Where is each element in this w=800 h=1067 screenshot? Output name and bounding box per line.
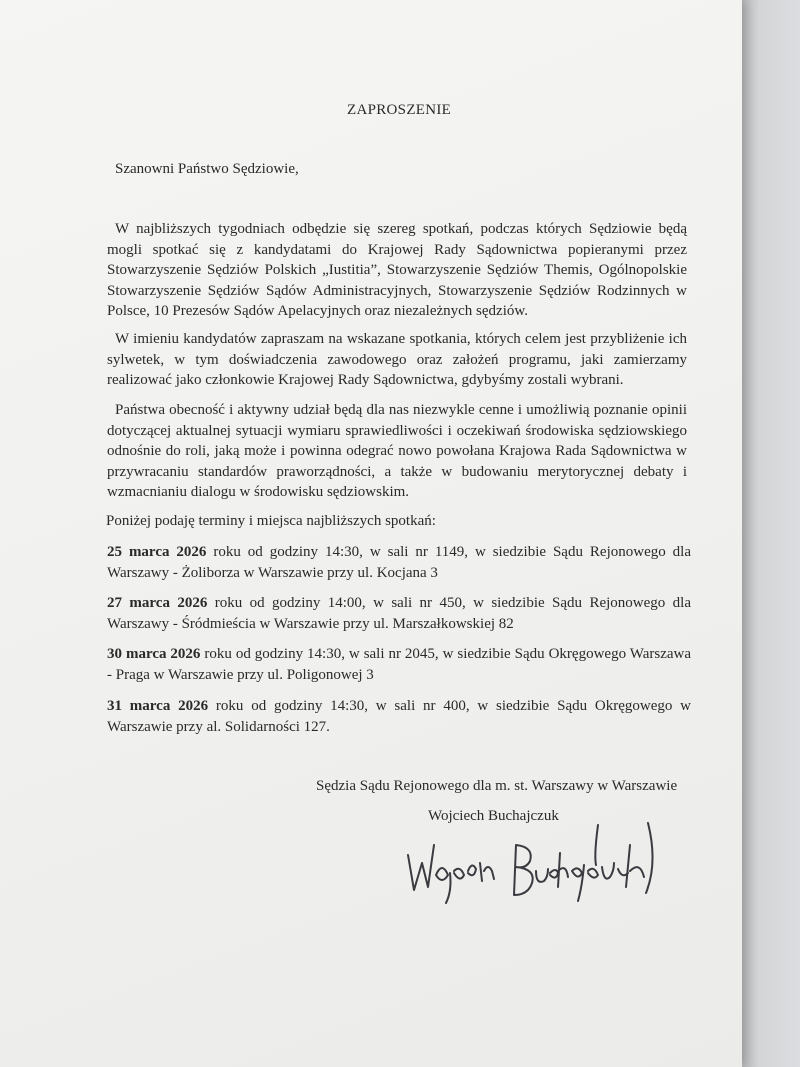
desk-surface — [742, 0, 800, 1067]
meeting-item — [107, 644, 691, 686]
paragraph-invitation: W imieniu kandydatów zapraszam na wskazane spotkania, których celem jest przybliżenie ich sylwetek, w tym doświadczenia zawodowego oraz założeń programu, jaki zamierzamy realizować jako członkowie Krajowej Rady Sądownictwa, gdybyśmy zostali wybrani. — [107, 331, 687, 388]
handwritten-signature — [398, 815, 668, 915]
meeting-details: roku od godziny 14:30, w sali nr 400, w siedzibie Sądu Okręgowego w Warszawie przy al. Solidarności 127. — [107, 698, 691, 735]
meeting-date: 27 marca 2026 — [107, 595, 208, 611]
meeting-details: roku od godziny 14:00, w sali nr 450, w siedzibie Sądu Rejonowego dla Warszawy - Śródmieścia w Warszawie przy ul. Marszałkowskiej 82 — [107, 595, 691, 632]
meeting-date: 30 marca 2026 — [107, 646, 201, 662]
document-title: ZAPROSZENIE — [347, 102, 452, 118]
meetings-intro: Poniżej podaję terminy i miejsca najbliższych spotkań: — [106, 513, 436, 529]
signatory-name: Wojciech Buchajczuk — [428, 808, 559, 824]
paragraph-participation: Państwa obecność i aktywny udział będą dla nas niezwykle cenne i umożliwią poznanie opinii dotyczącej aktualnej sytuacji wymiaru sprawiedliwości i oczekiwań środowiska sędziowskiego odnośnie do roli, jaką może i powinna odegrać nowo powołana Krajowa Rada Sądownictwa w przywracaniu standardów praworządności, a także w budowaniu merytorycznej debaty i wzmacnianiu dialogu w środowisku sędziowskim. — [107, 402, 687, 500]
meeting-item — [107, 542, 691, 584]
salutation: Szanowni Państwo Sędziowie, — [115, 161, 299, 177]
meeting-details: roku od godziny 14:30, w sali nr 1149, w siedzibie Sądu Rejonowego dla Warszawy - Żoliborza w Warszawie przy ul. Kocjana 3 — [107, 544, 691, 581]
meeting-date: 31 marca 2026 — [107, 698, 209, 714]
meeting-date: 25 marca 2026 — [107, 544, 207, 560]
meeting-item — [107, 696, 691, 738]
meeting-details: roku od godziny 14:30, w sali nr 2045, w siedzibie Sądu Okręgowego Warszawa - Praga w Warszawie przy ul. Poligonowej 3 — [107, 646, 691, 683]
signatory-title: Sędzia Sądu Rejonowego dla m. st. Warszawy w Warszawie — [316, 778, 678, 794]
paragraph-intro: W najbliższych tygodniach odbędzie się szereg spotkań, podczas których Sędziowie będą mogli spotkać się z kandydatami do Krajowej Rady Sądownictwa popieranymi przez Stowarzyszenie Sędziów Polskich „Iustitia”, Stowarzyszenie Sędziów Themis, Ogólnopolskie Stowarzyszenie Sędziów Sądów Administracyjnych, Stowarzyszenie Sędziów Rodzinnych w Polsce, 10 Prezesów Sądów Apelacyjnych oraz niezależnych sędziów. — [107, 221, 687, 319]
meeting-item — [107, 593, 691, 635]
